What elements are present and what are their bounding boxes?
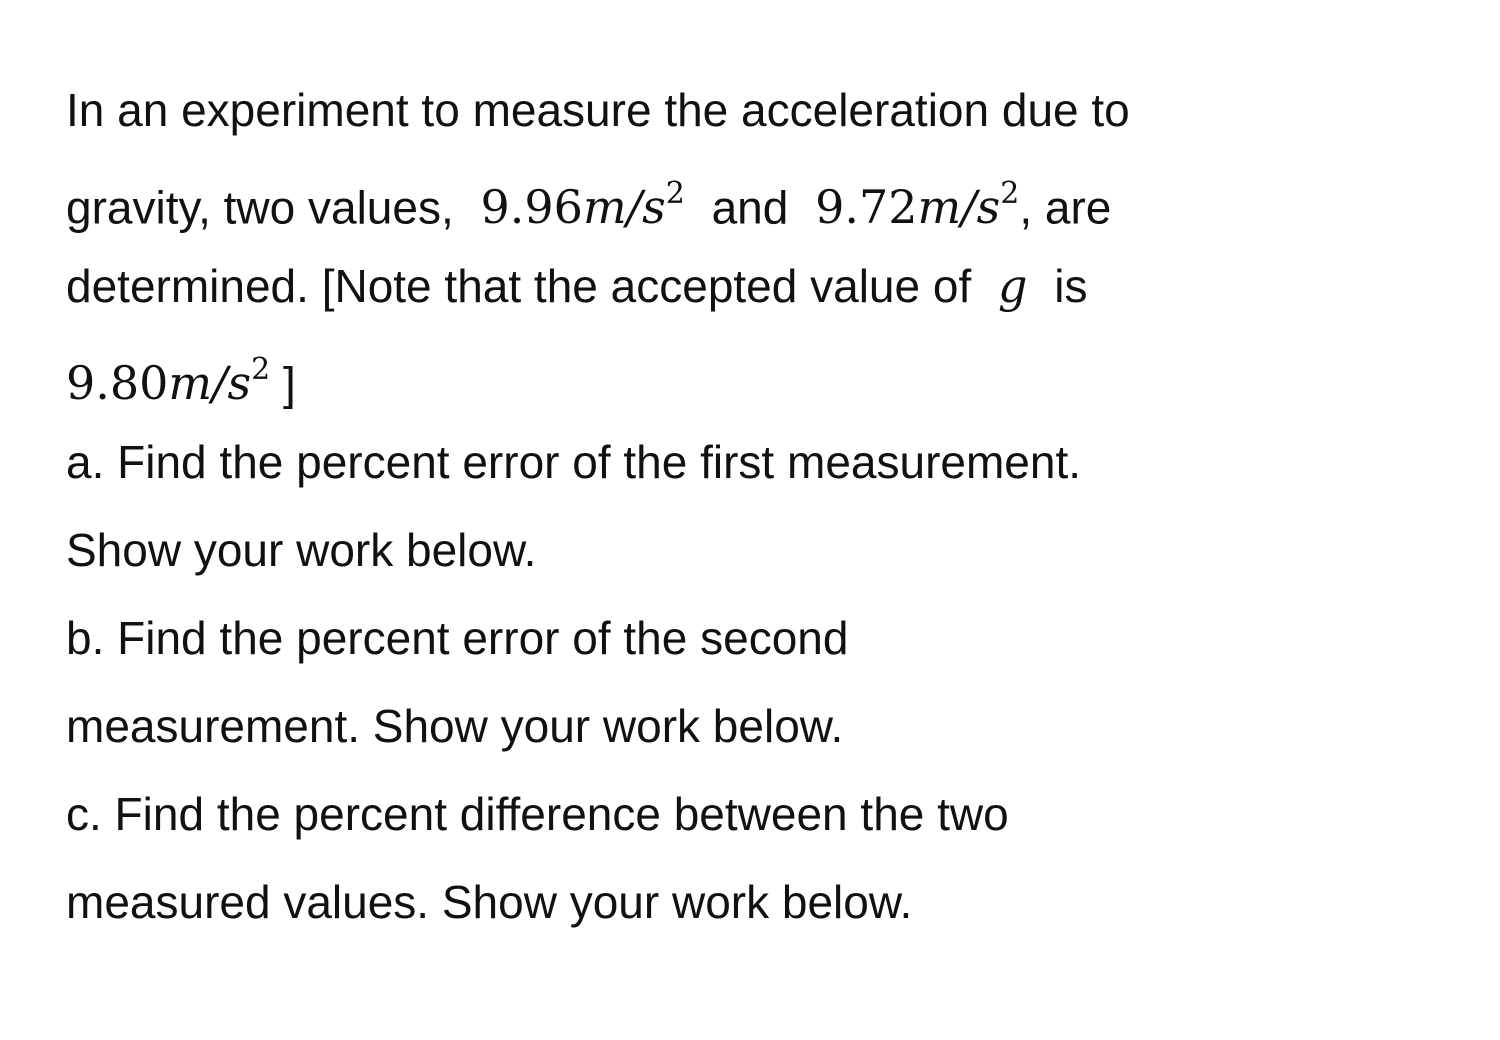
value-1-unit: m/s bbox=[582, 180, 666, 235]
accepted-value-unit: m/s bbox=[168, 356, 252, 411]
accepted-value-exponent: 2 bbox=[251, 352, 271, 387]
part-a-text-2: Show your work below. bbox=[66, 524, 537, 576]
closing-bracket: ] bbox=[283, 357, 296, 410]
intro-line-4 bbox=[66, 330, 1446, 418]
value-1-exponent: 2 bbox=[665, 176, 685, 211]
part-a-line-2 bbox=[66, 506, 1446, 594]
accepted-value-number: 9.80 bbox=[66, 356, 169, 411]
intro-text-2: gravity, two values, bbox=[66, 181, 454, 234]
intro-text-3-suffix: is bbox=[1054, 260, 1088, 312]
g-symbol: g bbox=[998, 259, 1028, 313]
part-b-line-1 bbox=[66, 594, 1446, 682]
part-b-text-1: b. Find the percent error of the second bbox=[66, 612, 849, 664]
value-2-exponent: 2 bbox=[1000, 176, 1020, 211]
intro-text-1: In an experiment to measure the acceleration due to bbox=[66, 84, 1130, 136]
part-c-text-2: measured values. Show your work below. bbox=[66, 876, 913, 928]
accepted-value bbox=[66, 352, 271, 411]
intro-line-2 bbox=[66, 154, 1446, 242]
value-2-number: 9.72 bbox=[815, 180, 918, 235]
part-a-line-1 bbox=[66, 418, 1446, 506]
value-1-number: 9.96 bbox=[480, 180, 583, 235]
intro-line-1 bbox=[66, 66, 1446, 154]
intro-text-3: determined. [Note that the accepted value of bbox=[66, 260, 972, 312]
value-2 bbox=[815, 176, 1020, 235]
intro-line-3 bbox=[66, 242, 1446, 330]
part-b-line-2 bbox=[66, 682, 1446, 770]
part-c-line-2 bbox=[66, 858, 1446, 946]
value-1 bbox=[480, 176, 685, 235]
and-text: and bbox=[711, 181, 789, 234]
part-a-text-1: a. Find the percent error of the first measurement. bbox=[66, 436, 1082, 488]
value-2-unit: m/s bbox=[917, 180, 1001, 235]
part-b-text-2: measurement. Show your work below. bbox=[66, 700, 844, 752]
problem-text bbox=[66, 66, 1446, 946]
part-c-text-1: c. Find the percent difference between the two bbox=[66, 788, 1009, 840]
part-c-line-1 bbox=[66, 770, 1446, 858]
intro-text-2-suffix: , are bbox=[1019, 181, 1112, 234]
